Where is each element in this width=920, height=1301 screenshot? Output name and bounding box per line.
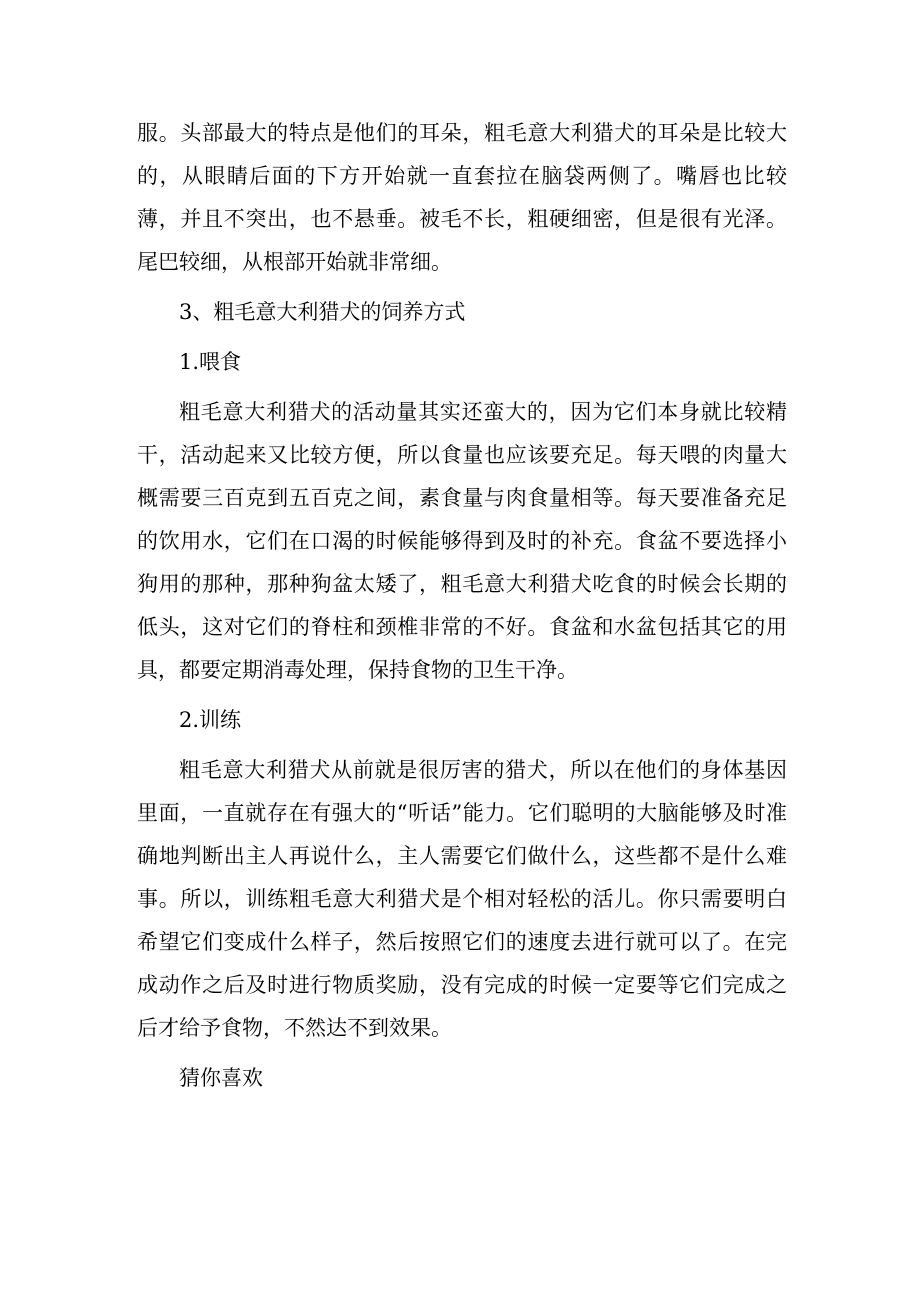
section-heading-feeding-methods: 3、粗毛意大利猎犬的饲养方式 (179, 300, 466, 324)
paragraph-feeding: 粗毛意大利猎犬的活动量其实还蛮大的，因为它们本身就比较精干，活动起来又比较方便，所以食量也应该要充足。每天喂的肉量大概需要三百克到五百克之间，素食量与肉食量相等。每天要准备充足的饮用水，它们在口渴的时候能够得到及时的补充。食盆不要选择小狗用的那种，那种狗盆太矮了，粗毛意大利猎犬吃食的时候会长期的低头，这对它们的脊柱和颈椎非常的不好。食盆和水盆包括其它的用具，都要定期消毒处理，保持食物的卫生干净。 (137, 400, 787, 682)
subheading-feeding: 1.喂食 (179, 350, 242, 374)
related-heading: 猜你喜欢 (179, 1066, 263, 1090)
subheading-training: 2.训练 (179, 708, 242, 732)
paragraph-training: 粗毛意大利猎犬从前就是很厉害的猎犬，所以在他们的身体基因里面，一直就存在有强大的“听话”能力。它们聪明的大脑能够及时准确地判断出主人再说什么，主人需要它们做什么，这些都不是什么难事。所以，训练粗毛意大利猎犬是个相对轻松的活儿。你只需要明白希望它们变成什么样子，然后按照它们的速度去进行就可以了。在完成动作之后及时进行物质奖励，没有完成的时候一定要等它们完成之后才给予食物，不然达不到效果。 (137, 758, 787, 1040)
document-body (137, 112, 787, 1107)
paragraph-appearance-continued: 服。头部最大的特点是他们的耳朵，粗毛意大利猎犬的耳朵是比较大的，从眼睛后面的下方开始就一直套拉在脑袋两侧了。嘴唇也比较薄，并且不突出，也不悬垂。被毛不长，粗硬细密，但是很有光泽。尾巴较细，从根部开始就非常细。 (137, 121, 787, 274)
